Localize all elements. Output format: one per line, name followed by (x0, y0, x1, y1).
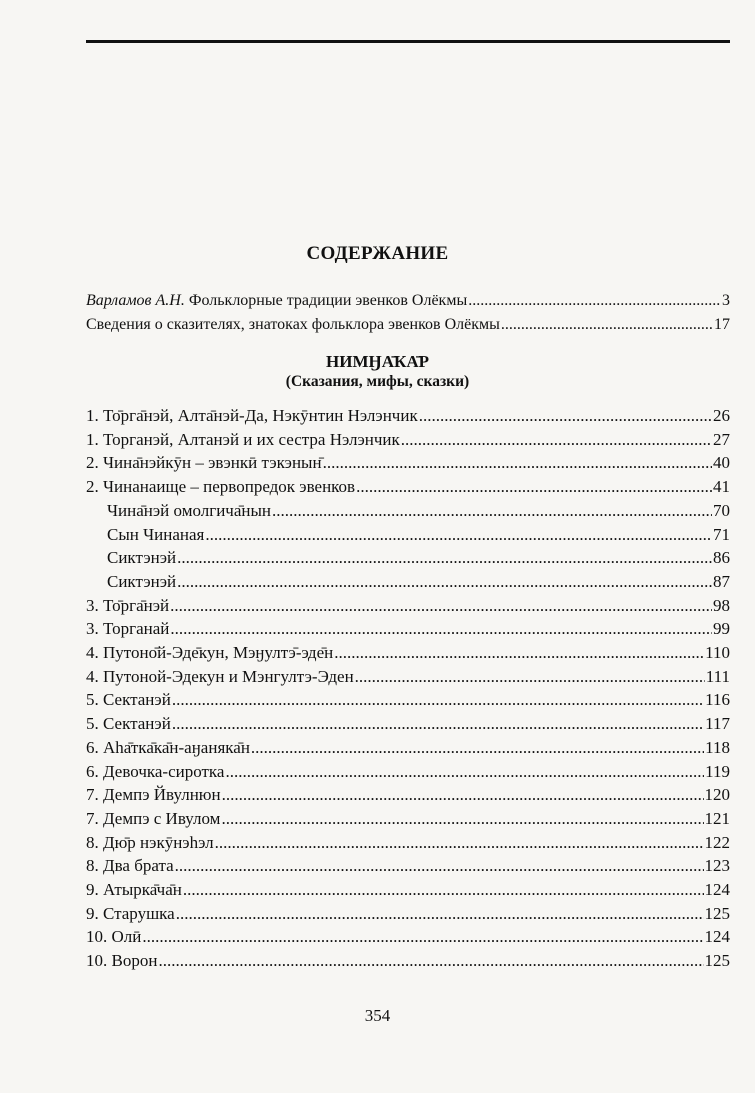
dot-leader (175, 856, 704, 876)
entry-title: 6. Аһа̄тка̄ка̄н-аӈаняка̄н (86, 738, 250, 757)
entry-title: 3. Торганай (86, 619, 170, 638)
entry-page: 70 (713, 501, 730, 520)
toc-entry (86, 406, 730, 426)
dot-leader (172, 714, 704, 734)
dot-leader (468, 291, 721, 311)
entry-page: 110 (705, 643, 730, 662)
dot-leader (272, 501, 712, 521)
entry-page: 122 (704, 833, 730, 852)
entry-page: 116 (705, 690, 730, 709)
entry-page: 99 (713, 619, 730, 638)
toc-entry (86, 785, 730, 805)
entry-page: 121 (704, 809, 730, 828)
page-title: СОДЕРЖАНИЕ (306, 243, 449, 264)
entry-title: Сведения о сказителях, знатоках фольклора эвенков Олёкмы (86, 316, 500, 333)
toc-entry (86, 927, 730, 947)
entry-title: Фольклорные традиции эвенков Олёкмы (184, 292, 468, 309)
toc-entry (86, 619, 730, 639)
entry-title: 5. Сектанэй (86, 690, 171, 709)
entry-title: Сиктэнэй (107, 548, 177, 567)
entry-title: 4. Путоной-Эдекун и Мэнгултэ-Эден (86, 667, 354, 686)
entry-title: 7. Демпэ Йвулнюн (86, 785, 221, 804)
toc-entry (86, 809, 730, 829)
dot-leader (183, 880, 704, 900)
toc-entry (86, 453, 730, 473)
entry-page: 71 (713, 525, 730, 544)
entry-page: 40 (713, 453, 730, 472)
top-rule (86, 40, 730, 43)
toc-entry (86, 596, 730, 616)
entry-title: 9. Старушка (86, 904, 175, 923)
entry-page: 17 (714, 316, 730, 333)
entry-page: 98 (713, 596, 730, 615)
entry-page: 125 (704, 951, 730, 970)
entry-title: 2. Чинанаище – первопредок эвенков (86, 477, 356, 496)
toc-entry (86, 762, 730, 782)
toc-intro-entry-1 (86, 291, 730, 311)
entry-page: 124 (704, 880, 730, 899)
entry-page: 41 (713, 477, 730, 496)
dot-leader (142, 927, 703, 947)
entry-page: 119 (705, 762, 730, 781)
dot-leader (356, 477, 712, 497)
toc-entry (86, 904, 730, 924)
toc-entry (107, 501, 730, 521)
toc-entry (86, 667, 730, 687)
entry-title: Чина̄нэй омолгича̄нын (107, 501, 272, 520)
entry-title: 1. То̄рга̄нэй, Алта̄нэй-Да, Нэкӯнтин Нэлэнчик (86, 406, 418, 425)
page-number: 354 (364, 1006, 391, 1025)
dot-leader (355, 667, 705, 687)
toc-entry (107, 548, 730, 568)
dot-leader (177, 572, 712, 592)
entry-title: 9. Атырка̄ча̄н (86, 880, 182, 899)
dot-leader (501, 315, 713, 335)
entry-page: 117 (705, 714, 730, 733)
entry-title: 8. Два брата (86, 856, 174, 875)
entry-page: 120 (704, 785, 730, 804)
toc-intro-entry-2 (86, 315, 730, 335)
toc-entry (107, 525, 730, 545)
toc-entry (86, 477, 730, 497)
entry-title: 4. Путоно̄й-Эде̄кун, Мэӈултэ̄-эде̄н (86, 643, 334, 662)
toc-entry (86, 643, 730, 663)
entry-title: 2. Чина̄нэйкӯн – эвэнкӣ тэкэнын̄ (86, 453, 322, 472)
entry-page: 111 (705, 667, 730, 686)
entry-page: 86 (713, 548, 730, 567)
entry-title: Сиктэнэй (107, 572, 177, 591)
dot-leader (170, 619, 712, 639)
toc-entry (86, 856, 730, 876)
dot-leader (221, 809, 703, 829)
entry-page: 125 (704, 904, 730, 923)
dot-leader (225, 762, 704, 782)
entry-title: 3. То̄рга̄нэй (86, 596, 170, 615)
toc-entry (86, 690, 730, 710)
dot-leader (222, 785, 704, 805)
toc-entry (86, 951, 730, 971)
dot-leader (158, 951, 703, 971)
dot-leader (323, 453, 712, 473)
toc-entry (86, 833, 730, 853)
toc-entry (86, 880, 730, 900)
section-subtitle: (Сказания, мифы, сказки) (285, 373, 470, 390)
entry-title: 10. Олӣ (86, 927, 142, 946)
toc-entry (107, 572, 730, 592)
entry-author: Варламов А.Н. (86, 292, 185, 309)
entry-title: 10. Ворон (86, 951, 158, 970)
entry-title: 6. Девочка-сиротка (86, 762, 225, 781)
toc-entry (86, 714, 730, 734)
entry-title: 5. Сектанэй (86, 714, 171, 733)
entry-page: 118 (705, 738, 730, 757)
entry-title: 8. Дю̄р нэкӯнэһэл (86, 833, 214, 852)
dot-leader (401, 430, 712, 450)
section-title: НИМӇА̄КА̄Р (326, 352, 429, 371)
entry-page: 87 (713, 572, 730, 591)
entry-title: 7. Демпэ с Ивулом (86, 809, 221, 828)
dot-leader (176, 904, 704, 924)
toc-entry (86, 430, 730, 450)
dot-leader (205, 525, 712, 545)
entry-page: 26 (713, 406, 730, 425)
dot-leader (334, 643, 704, 663)
entry-title: Сын Чинаная (107, 525, 205, 544)
dot-leader (177, 548, 712, 568)
dot-leader (172, 690, 704, 710)
entry-title: 1. Торганэй, Алтанэй и их сестра Нэлэнчик (86, 430, 400, 449)
dot-leader (419, 406, 712, 426)
entry-page: 123 (704, 856, 730, 875)
entry-page: 3 (722, 292, 730, 309)
dot-leader (215, 833, 704, 853)
entry-page: 124 (704, 927, 730, 946)
dot-leader (251, 738, 704, 758)
dot-leader (170, 596, 712, 616)
entry-page: 27 (713, 430, 730, 449)
toc-entry (86, 738, 730, 758)
